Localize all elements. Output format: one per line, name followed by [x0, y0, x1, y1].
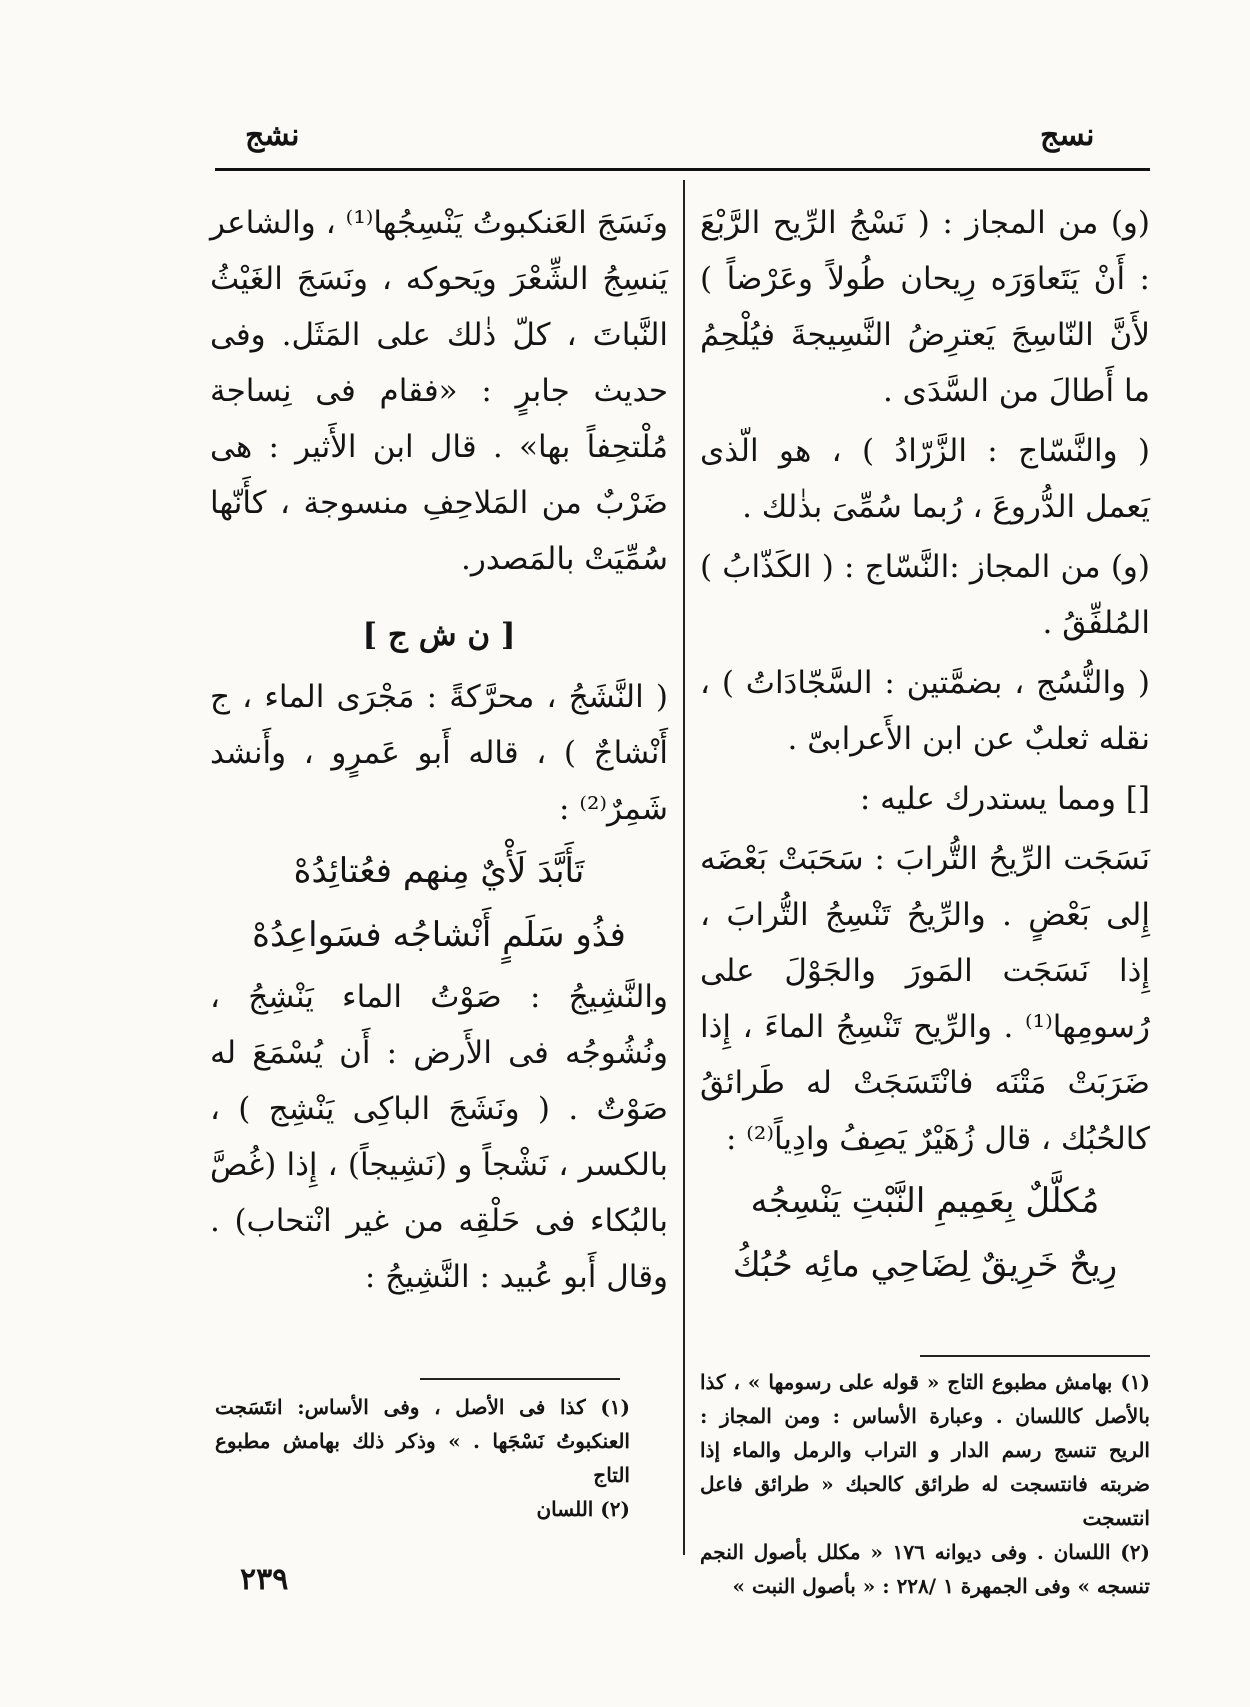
- right-column: [700, 195, 1150, 1299]
- left-column: [210, 195, 668, 1309]
- footnote-rule: [420, 1378, 620, 1380]
- paragraph: (و) من المجاز : ( نَسْجُ الرِّيح الرَّبْعَ : أَنْ يَتَعاوَرَه رِيحان طُولاً وعَرْضاً ) لأَنَّ النّاسِجَ يَعترِضُ النَّسِيجةَ فيُلْحِمُ ما أَطالَ من السَّدَى .: [700, 205, 1150, 409]
- verse-line: رِيحٌ خَرِيقٌ لِضَاحِي مائِه حُبُكُ: [732, 1245, 1118, 1285]
- paragraph: (و) من المجاز :النَّسّاج : ( الكَذّابُ ) المُلفِّقُ .: [700, 549, 1150, 641]
- paragraph: [] ومما يستدرك عليه :: [859, 781, 1150, 817]
- paragraph: ونَسَجَ العَنكبوتُ يَنْسِجُها⁽¹⁾ ، والشاعر يَنسِجُ الشِّعْرَ ويَحوكه ، ونَسَجَ الغَيْثُ النَّباتَ ، كلّ ذٰلك على المَثَل. وفى حديث جابرٍ : «فقام فى نِساجة مُلْتحِفاً بها» . قال ابن الأَثير : هى ضَرْبٌ من المَلاحِفِ منسوجة ، كأَنّها سُمِّيَتْ بالمَصدر.: [210, 205, 668, 577]
- header-rule: [215, 168, 1150, 171]
- column-divider: [683, 180, 685, 1555]
- footnote: (٢) اللسان: [536, 1497, 630, 1521]
- paragraph: نَسَجَت الرِّيحُ التُّرابَ : سَحَبَتْ بَعْضَه إِلى بَعْضٍ . والرِّيحُ تَنْسِجُ التُّرابَ ، إِذا نَسَجَت المَورَ والجَوْلَ على رُسومِها⁽¹⁾ . والرِّيح تَنْسِجُ الماءَ ، إِذا ضَرَبَتْ مَتْنَه فانْتَسَجَتْ له طَرائقُ كالحُبُك ، قال زُهَيْرٌ يَصِفُ وادِياً⁽²⁾ :: [700, 841, 1150, 1157]
- verse-line: فذُو سَلَمٍ أَنْشاجُه فسَواعِدُهْ: [252, 915, 626, 955]
- paragraph: ( والنُّسُج ، بضمَّتين : السَّجّادَاتُ ) ، نقله ثعلبٌ عن ابن الأَعرابىّ .: [700, 665, 1150, 757]
- running-header-left: نشج: [245, 118, 300, 153]
- page-number: ٢٣٩: [240, 1562, 289, 1597]
- footnotes-right: [700, 1365, 1150, 1603]
- footnote: (١) كذا فى الأصل ، وفى الأساس: انتَسَجت العنكبوتُ نَسْجَها . » وذكر ذلك بهامش مطبوع التاج: [215, 1395, 630, 1487]
- verse-line: مُكلَّلٌ بِعَمِيمِ النَّبْتِ يَنْسِجُه: [750, 1181, 1100, 1221]
- footnote: (١) بهامش مطبوع التاج « قوله على رسومها » ، كذا بالأصل كاللسان . وعبارة الأساس : ومن المجاز : الريح تنسج رسم الدار و التراب والرمل والماء إذا ضربته فانتسجت له طرائق كالحبك « طرائق فاعل انتسجت: [700, 1370, 1150, 1530]
- footnote-rule: [920, 1355, 1150, 1357]
- entry-heading: [ ن ش ج ]: [362, 617, 516, 653]
- paragraph: والنَّشِيجُ : صَوْتُ الماء يَنْشِجُ ، ونُشُوجُه فى الأَرض : أَن يُسْمَعَ له صَوْتٌ . ( ونَشَجَ الباكِى يَنْشِج ) ، بالكسر ، نَشْجاً و (نَشِيجاً) ، إِذا (غُصَّ بالبُكاء فى حَلْقِه من غير انْتحاب) . وقال أَبو عُبيد : النَّشِيجُ :: [210, 979, 668, 1295]
- verse-line: تَأَبَّدَ لَأْيٌ مِنهم فعُتائِدُهْ: [293, 851, 585, 891]
- paragraph: ( والنَّسّاج : الزَّرّادُ ) ، هو الّذى يَعمل الدُّروعَ ، رُبما سُمِّىَ بذٰلك .: [700, 433, 1150, 525]
- paragraph: ( النَّشَجُ ، محرَّكةً : مَجْرَى الماء ، ج أَنْشاجٌ ) ، قاله أَبو عَمرٍو ، وأَنشد شَمِرٌ⁽²⁾ :: [210, 679, 668, 827]
- running-header-right: نسج: [1040, 118, 1095, 153]
- footnote: (٢) اللسان . وفى ديوانه ١٧٦ « مكلل بأصول النجم تنسجه » وفى الجمهرة ١ /٢٢٨ : « بأصول النبت »: [700, 1540, 1150, 1598]
- footnotes-left: [215, 1390, 630, 1526]
